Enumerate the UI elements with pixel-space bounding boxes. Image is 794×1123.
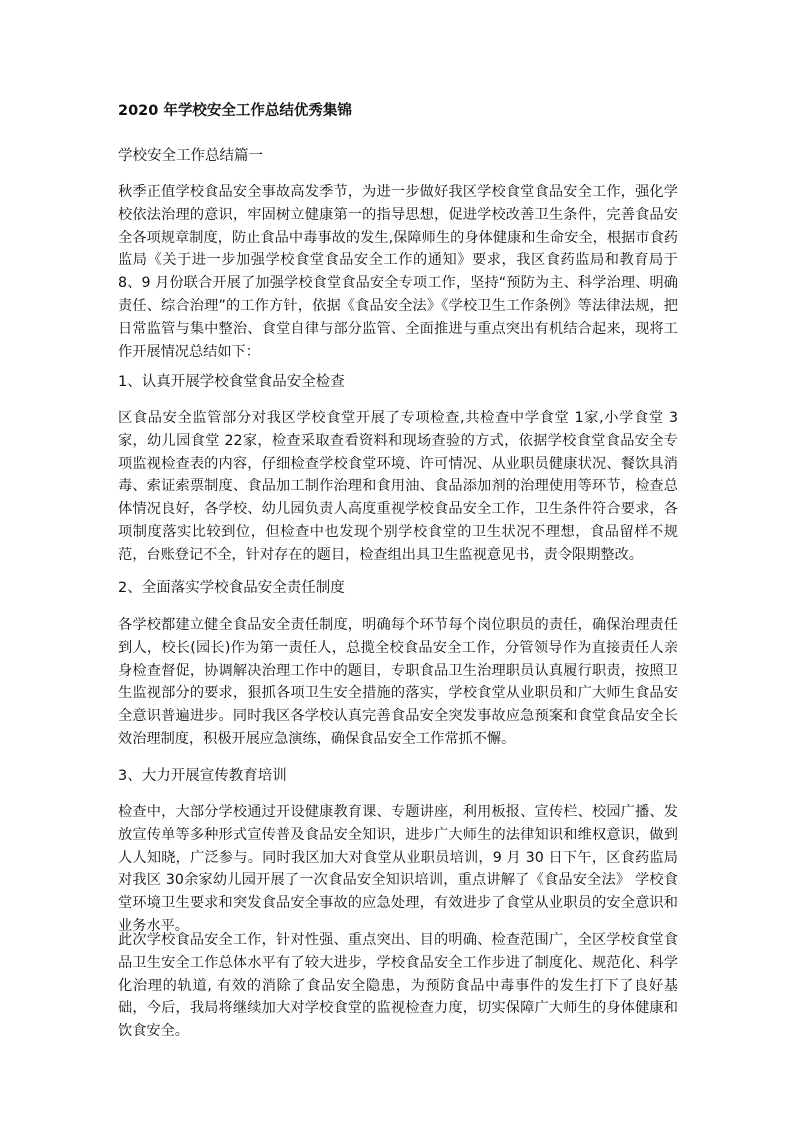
section-body-2: 各学校都建立健全食品安全责任制度，明确每个环节每个岗位职员的责任，确保治理责任到人，校长(园长)作为第一责任人，总揽全校食品安全工作，分管领导作为直接责任人亲身检查督促，协调解决治理工作中的题目，专职食品卫生治理职员认真履行职责，按照卫生监视部分的要求，狠抓各项卫生安全措施的落实，学校食堂从业职员和广大师生食品安全意识普遍进步。同时我区各学校认真完善食品安全突发事故应急预案和食堂食品安全长效治理制度，积极开展应急演练，确保食品安全工作常抓不懈。	[118, 617, 678, 747]
intro-paragraph: 秋季正值学校食品安全事故高发季节，为进一步做好我区学校食堂食品安全工作，强化学校依法治理的意识，牢固树立健康第一的指导思想，促进学校改善卫生条件，完善食品安全各项规章制度，防止食品中毒事故的发生,保障师生的身体健康和生命安全，根据市食药监局《关于进一步加强学校食堂食品安全工作的通知》要求，我区食药监局和教育局于 8、9 月份联合开展了加强学校食堂食品安全专项工作，坚持“预防为主、科学治理、明确责任、综合治理”的工作方针，依据《食品安全法》《学校卫生工作条例》等法律法规，把日常监管与集中整治、食堂自律与部分监管、全面推进与重点突出有机结合起来，现将工作开展情况总结如下：	[118, 184, 678, 360]
conclusion-paragraph: 此次学校食品安全工作，针对性强、重点突出、目的明确、检查范围广，全区学校食堂食品卫生安全工作总体水平有了较大进步，学校食品安全工作步进了制度化、规范化、科学化治理的轨道, 有效的消除了食品安全隐患，为预防食品中毒事件的发生打下了良好基础，今后，我局将继续加大对学校食堂的监视检查力度，切实保障广大师生的身体健康和饮食安全。	[118, 932, 678, 1040]
section-heading-1: 1、认真开展学校食堂食品安全检查	[118, 374, 345, 390]
section-heading-3: 3、大力开展宣传教育培训	[118, 768, 287, 784]
document-title: 2020 年学校安全工作总结优秀集锦	[118, 103, 352, 119]
document-subtitle: 学校安全工作总结篇一	[118, 148, 263, 164]
section-body-1: 区食品安全监管部分对我区学校食堂开展了专项检查,共检查中学食堂 1家,小学食堂 3家，幼儿园食堂 22家，检查采取查看资料和现场查验的方式，依据学校食堂食品安全专项监视检查表的内容，仔细检查学校食堂环境、许可情况、从业职员健康状况、餐饮具消毒、索证索票制度、食品加工制作治理和食用油、食品添加剂的治理使用等环节，检查总体情况良好，各学校、幼儿园负责人高度重视学校食品安全工作，卫生条件符合要求，各项制度落实比较到位，但检查中也发现个别学校食堂的卫生状况不理想，食品留样不规范，台账登记不全，针对存在的题目，检查组出具卫生监视意见书，责令限期整改。	[118, 410, 678, 563]
section-body-3: 检查中，大部分学校通过开设健康教育课、专题讲座，利用板报、宣传栏、校园广播、发放宣传单等多种形式宣传普及食品安全知识，进步广大师生的法律知识和维权意识，做到人人知晓，广泛参与。同时我区加大对食堂从业职员培训，9 月 30 日下午，区食药监局对我区 30余家幼儿园开展了一次食品安全知识培训，重点讲解了《食品安全法》 学校食堂环境卫生要求和突发食品安全事故的应急处理，有效进步了食堂从业职员的安全意识和业务水平。	[118, 804, 678, 934]
section-heading-2: 2、全面落实学校食品安全责任制度	[118, 580, 345, 596]
